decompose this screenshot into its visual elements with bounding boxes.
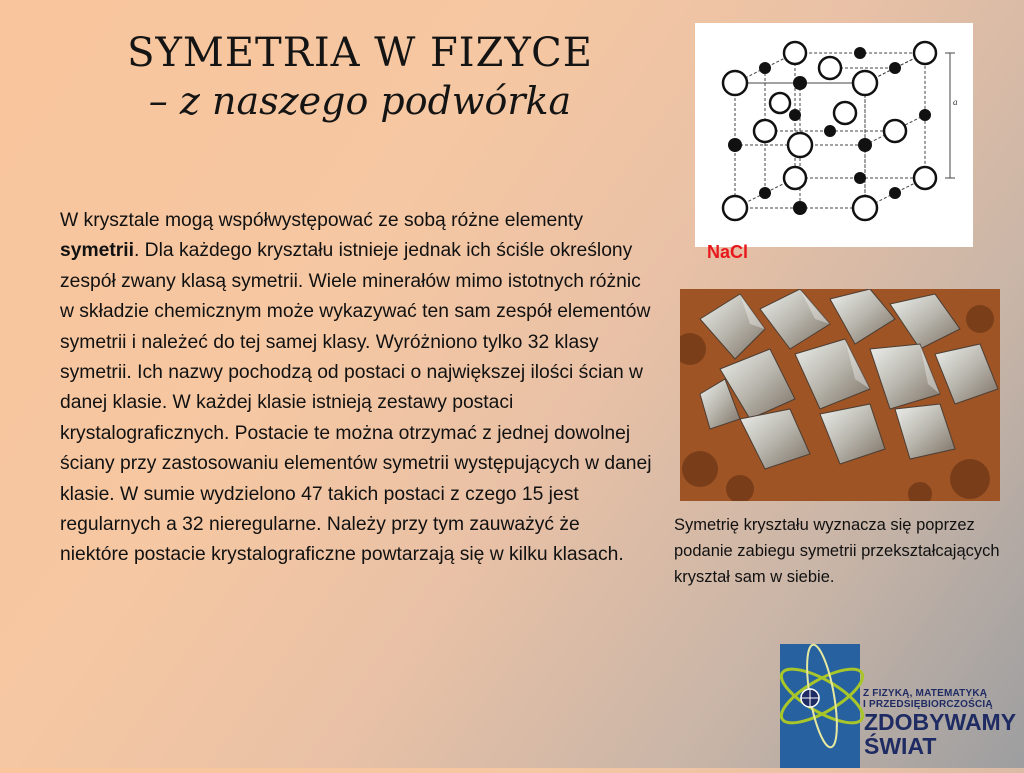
logo-wordmark	[864, 710, 1016, 758]
body-paragraph	[60, 206, 652, 571]
body-rest: . Dla każdego kryształu istnieje jednak ich ściśle określony zespół zwany klasą symetrii. Wiele minerałów mimo istotnych różnic w składzie chemicznym może wykazywać ten sam zespół elementów symetrii i należeć do tej samej klasy. Wyróżniono tylko 32 klasy symetrii. Ich nazwy pochodzą od postaci o największej ilości ścian w danej klasie. W każdej klasie istnieją zestawy postaci krystalograficznych. Postacie te można otrzymać z jednej dowolnej ściany przy zastosowaniu elementów symetrii występujących w danej klasie. W sumie wydzielono 47 takich postaci z czego 15 jest regularnych a 32 nieregularne. Należy przy tym zauważyć że niektóre postacie krystalograficzne powtarzają się w kilku klasach.	[60, 240, 652, 566]
logo-wordmark-line-1: ZDOBYWAMY	[864, 709, 1017, 735]
title-line-1: SYMETRIA W FIZYCE	[127, 30, 593, 76]
logo-tagline-line-2: I PRZEDSIĘBIORCZOŚCIĄ	[863, 699, 993, 710]
mineral-crystals-photo	[680, 289, 1000, 501]
logo-wordmark-line-2: ŚWIAT	[864, 733, 937, 759]
nacl-label: NaCl	[707, 242, 749, 262]
slide-title	[40, 28, 680, 126]
crystal-caption: Symetrię kryształu wyznacza się poprzez podanie zabiegu symetrii przekształcających kryształ sam w siebie.	[674, 516, 1000, 586]
body-intro: W krysztale mogą współwystępować ze sobą różne elementy	[60, 210, 583, 231]
nacl-lattice-image	[695, 23, 973, 247]
logo-tagline	[863, 688, 993, 710]
body-bold-term: symetrii	[60, 240, 134, 262]
title-line-2: – z naszego podwórka	[148, 79, 572, 123]
mineral-crystals-illustration	[680, 289, 1000, 501]
nacl-axis-label: a	[953, 97, 958, 107]
logo-tagline-line-1: Z FIZYKĄ, MATEMATYKĄ	[863, 688, 988, 699]
nacl-lattice-diagram	[695, 23, 973, 247]
